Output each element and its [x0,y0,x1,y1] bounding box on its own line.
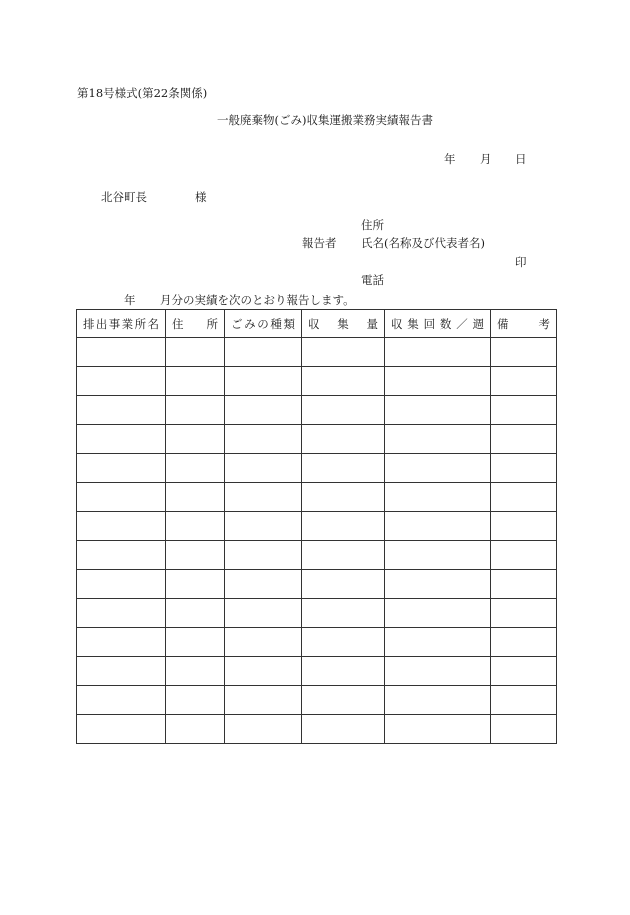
header-address [166,310,225,338]
table-cell-address[interactable] [166,483,225,512]
name-label: 氏名(名称及び代表者名) [361,236,485,250]
header-remarks [491,310,557,338]
table-cell-address[interactable] [166,686,225,715]
table-row [77,657,557,686]
table-cell-office-name[interactable] [77,541,166,570]
seal-label: 印 [515,255,527,269]
date-day-label: 日 [515,152,527,166]
table-cell-collection-amount[interactable] [302,657,385,686]
table-cell-waste-type[interactable] [225,715,302,744]
table-cell-collection-amount[interactable] [302,628,385,657]
header-char: 出 [95,316,108,331]
table-cell-waste-type[interactable] [225,425,302,454]
table-cell-address[interactable] [166,367,225,396]
reporter-label: 報告者 [302,236,337,250]
table-row [77,541,557,570]
header-char: ご [231,316,243,331]
table-row [77,686,557,715]
table-cell-remarks[interactable] [491,599,557,628]
header-char: 数 [439,316,452,331]
recipient-honorific: 様 [195,190,207,204]
phone-label: 電話 [361,273,384,287]
header-char: の [257,316,269,331]
header-char: 週 [472,316,484,331]
table-cell-waste-type[interactable] [225,454,302,483]
table-cell-collections-per-week[interactable] [385,715,491,744]
table-cell-remarks[interactable] [491,628,557,657]
table-cell-collection-amount[interactable] [302,512,385,541]
header-char: 考 [538,316,550,331]
table-cell-remarks[interactable] [491,425,557,454]
table-row [77,599,557,628]
table-cell-collections-per-week[interactable] [385,686,491,715]
table-cell-office-name[interactable] [77,338,166,367]
header-char: 備 [497,316,509,331]
table-cell-office-name[interactable] [77,396,166,425]
table-cell-remarks[interactable] [491,715,557,744]
table-cell-office-name[interactable] [77,715,166,744]
document-title: 一般廃棄物(ごみ)収集運搬業務実績報告書 [217,113,433,127]
table-row [77,396,557,425]
table-cell-collection-amount[interactable] [302,483,385,512]
table-cell-collection-amount[interactable] [302,338,385,367]
date-year-label: 年 [444,152,456,166]
table-cell-address[interactable] [166,338,225,367]
table-row [77,512,557,541]
report-table [76,309,557,744]
recipient-name: 北谷町長 [101,190,147,204]
table-cell-address[interactable] [166,425,225,454]
table-cell-waste-type[interactable] [225,512,302,541]
table-cell-address[interactable] [166,454,225,483]
table-cell-remarks[interactable] [491,657,557,686]
table-cell-office-name[interactable] [77,599,166,628]
table-cell-remarks[interactable] [491,570,557,599]
table-cell-collections-per-week[interactable] [385,599,491,628]
table-cell-remarks[interactable] [491,686,557,715]
table-cell-address[interactable] [166,570,225,599]
table-cell-remarks[interactable] [491,454,557,483]
header-char: み [244,316,256,331]
table-cell-collections-per-week[interactable] [385,425,491,454]
table-cell-collections-per-week[interactable] [385,541,491,570]
table-cell-office-name[interactable] [77,570,166,599]
header-char: 類 [283,316,295,331]
header-char: 業 [121,316,134,331]
table-cell-waste-type[interactable] [225,570,302,599]
header-char: 住 [172,316,184,331]
header-waste-type [225,310,302,338]
table-cell-office-name[interactable] [77,686,166,715]
table-cell-waste-type[interactable] [225,628,302,657]
table-cell-collection-amount[interactable] [302,367,385,396]
table-cell-address[interactable] [166,715,225,744]
header-char: 所 [134,316,147,331]
table-cell-collections-per-week[interactable] [385,657,491,686]
table-row [77,570,557,599]
header-char: ／ [456,316,468,331]
table-cell-office-name[interactable] [77,483,166,512]
header-office-name [77,310,166,338]
date-month-label: 月 [480,152,492,166]
header-char: 集 [337,316,349,331]
header-char: 収 [308,316,320,331]
table-cell-waste-type[interactable] [225,367,302,396]
table-cell-address[interactable] [166,599,225,628]
table-cell-waste-type[interactable] [225,599,302,628]
table-row [77,425,557,454]
header-char: 名 [147,316,159,331]
table-cell-waste-type[interactable] [225,338,302,367]
header-char: 回 [423,316,436,331]
table-cell-office-name[interactable] [77,512,166,541]
table-row [77,715,557,744]
table-body [77,338,557,744]
table-header-row [77,310,557,338]
table-cell-collections-per-week[interactable] [385,512,491,541]
table-cell-collection-amount[interactable] [302,454,385,483]
table-cell-address[interactable] [166,628,225,657]
table-cell-address[interactable] [166,657,225,686]
header-collections-per-week [385,310,491,338]
header-char: 収 [391,316,403,331]
table-cell-office-name[interactable] [77,367,166,396]
header-char: 量 [366,316,378,331]
table-cell-office-name[interactable] [77,628,166,657]
report-sentence: 月分の実績を次のとおり報告します。 [160,293,355,307]
table-cell-remarks[interactable] [491,512,557,541]
table-cell-waste-type[interactable] [225,483,302,512]
table-cell-collections-per-week[interactable] [385,570,491,599]
table-cell-collections-per-week[interactable] [385,454,491,483]
table-cell-collection-amount[interactable] [302,541,385,570]
table-cell-remarks[interactable] [491,396,557,425]
report-year-label: 年 [124,293,136,307]
table-cell-collection-amount[interactable] [302,715,385,744]
table-cell-collection-amount[interactable] [302,686,385,715]
table-cell-remarks[interactable] [491,541,557,570]
table-row [77,628,557,657]
table-cell-collection-amount[interactable] [302,396,385,425]
header-char: 集 [407,316,419,331]
table-cell-waste-type[interactable] [225,686,302,715]
table-row [77,338,557,367]
table-cell-address[interactable] [166,396,225,425]
table-row [77,367,557,396]
table-cell-office-name[interactable] [77,454,166,483]
header-char: 所 [206,316,218,331]
table-cell-collections-per-week[interactable] [385,628,491,657]
table-cell-waste-type[interactable] [225,657,302,686]
header-char: 種 [270,316,282,331]
table-cell-remarks[interactable] [491,367,557,396]
table-cell-remarks[interactable] [491,483,557,512]
table-cell-address[interactable] [166,512,225,541]
table-cell-waste-type[interactable] [225,396,302,425]
table-cell-remarks[interactable] [491,338,557,367]
address-label: 住所 [361,218,384,232]
form-number-label: 第18号様式(第22条関係) [77,86,208,100]
table-cell-waste-type[interactable] [225,541,302,570]
table-row [77,454,557,483]
table-cell-collection-amount[interactable] [302,570,385,599]
table-cell-collections-per-week[interactable] [385,483,491,512]
table-cell-office-name[interactable] [77,657,166,686]
header-collection-amount [302,310,385,338]
table-cell-collections-per-week[interactable] [385,396,491,425]
table-cell-collection-amount[interactable] [302,425,385,454]
table-cell-collections-per-week[interactable] [385,338,491,367]
table-cell-collection-amount[interactable] [302,599,385,628]
table-cell-address[interactable] [166,541,225,570]
header-char: 排 [83,316,95,331]
table-cell-collections-per-week[interactable] [385,367,491,396]
table-cell-office-name[interactable] [77,425,166,454]
header-char: 事 [108,316,121,331]
table-row [77,483,557,512]
